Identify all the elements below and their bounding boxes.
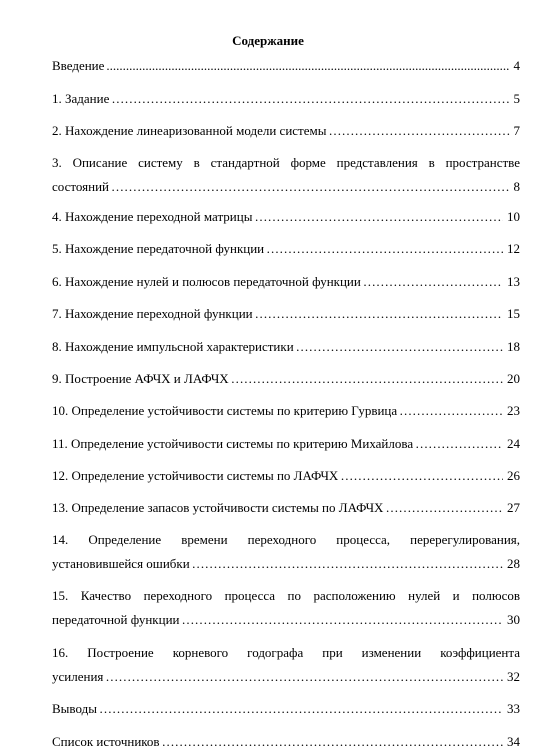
toc-page-number: 20 [507, 371, 520, 386]
toc-entry-label: 4. Нахождение переходной матрицы [52, 209, 253, 224]
toc-entry-label: 11. Определение устойчивости системы по критерию Михайлова [52, 436, 414, 451]
toc-page-number: 34 [507, 734, 520, 749]
toc-page-number: 15 [507, 306, 520, 321]
leader-dots [399, 403, 503, 419]
leader-dots [99, 701, 503, 717]
leader-dots [328, 123, 509, 139]
toc-entry-label: Список источников [52, 734, 160, 749]
toc-entry-15[interactable] [52, 588, 520, 628]
leader-dots [363, 274, 503, 290]
leader-dots [266, 241, 503, 257]
toc-entry-1[interactable] [52, 91, 520, 107]
toc-page-number: 27 [507, 500, 520, 515]
toc-entry-label: передаточной функции [52, 612, 180, 627]
leader-dots [106, 58, 509, 74]
toc-entry-3[interactable] [52, 155, 520, 195]
toc-page-number: 33 [507, 701, 520, 716]
toc-title: Содержание [232, 33, 304, 48]
leader-dots [296, 339, 503, 355]
toc-page-number: 8 [513, 179, 520, 194]
toc-entry-13[interactable] [52, 500, 520, 516]
toc-entry-introduction[interactable] [52, 58, 520, 74]
leader-dots [182, 612, 504, 628]
toc-entry-label: 8. Нахождение импульсной характеристики [52, 339, 294, 354]
toc-page-number: 12 [507, 241, 520, 256]
toc-page-number: 10 [507, 209, 520, 224]
toc-entry-2[interactable] [52, 123, 520, 139]
leader-dots [415, 436, 503, 452]
toc-entry-line1: 15. Качество переходного процесса по расположению нулей и полюсов [52, 588, 520, 603]
toc-entry-label: 10. Определение устойчивости системы по критерию Гурвица [52, 403, 398, 418]
toc-entry-label: 5. Нахождение передаточной функции [52, 241, 265, 256]
toc-entry-label: Выводы [52, 701, 97, 716]
toc-page-number: 5 [513, 91, 520, 106]
leader-dots [162, 734, 503, 750]
toc-entry-4[interactable] [52, 209, 520, 225]
toc-entry-label: состояний [52, 179, 109, 194]
toc-page-number: 4 [513, 58, 520, 73]
toc-entry-label: установившейся ошибки [52, 556, 190, 571]
toc-page-number: 26 [507, 468, 520, 483]
toc-entry-label: 7. Нахождение переходной функции [52, 306, 253, 321]
leader-dots [111, 91, 509, 107]
leader-dots [231, 371, 503, 387]
toc-entry-label: Введение [52, 58, 105, 73]
toc-entry-label: усиления [52, 669, 104, 684]
toc-entry-line1: 3. Описание систему в стандартной форме представления в пространстве [52, 155, 520, 170]
toc-entry-line1: 14. Определение времени переходного процесса, перерегулирования, [52, 532, 520, 547]
toc-entry-label: 1. Задание [52, 91, 110, 106]
toc-entry-label: 13. Определение запасов устойчивости системы по ЛАФЧХ [52, 500, 384, 515]
leader-dots [340, 468, 503, 484]
toc-entry-14[interactable] [52, 532, 520, 572]
toc-entry-7[interactable] [52, 306, 520, 322]
toc-page-number: 13 [507, 274, 520, 289]
toc-page-number: 24 [507, 436, 520, 451]
toc-entry-9[interactable] [52, 371, 520, 387]
toc-entry-label: 9. Построение АФЧХ и ЛАФЧХ [52, 371, 229, 386]
leader-dots [385, 500, 503, 516]
toc-page-number: 28 [507, 556, 520, 571]
toc-page-number: 23 [507, 403, 520, 418]
toc-entry-12[interactable] [52, 468, 520, 484]
toc-page-number: 30 [507, 612, 520, 627]
toc-entry-label: 6. Нахождение нулей и полюсов передаточной функции [52, 274, 361, 289]
toc-page-number: 32 [507, 669, 520, 684]
toc-entry-5[interactable] [52, 241, 520, 257]
toc-entry-10[interactable] [52, 403, 520, 419]
toc-entry-16[interactable] [52, 645, 520, 685]
leader-dots [254, 209, 503, 225]
leader-dots [105, 669, 503, 685]
leader-dots [192, 556, 503, 572]
toc-entry-6[interactable] [52, 274, 520, 290]
leader-dots [255, 306, 503, 322]
toc-entry-sources[interactable] [52, 734, 520, 750]
toc-page-number: 18 [507, 339, 520, 354]
toc-entry-label: 2. Нахождение линеаризованной модели системы [52, 123, 327, 138]
toc-entry-line1: 16. Построение корневого годографа при изменении коэффициента [52, 645, 520, 660]
toc-entry-label: 12. Определение устойчивости системы по ЛАФЧХ [52, 468, 339, 483]
toc-page-number: 7 [513, 123, 520, 138]
toc-entry-8[interactable] [52, 339, 520, 355]
toc-entry-conclusions[interactable] [52, 701, 520, 717]
leader-dots [111, 179, 510, 195]
toc-entry-11[interactable] [52, 436, 520, 452]
